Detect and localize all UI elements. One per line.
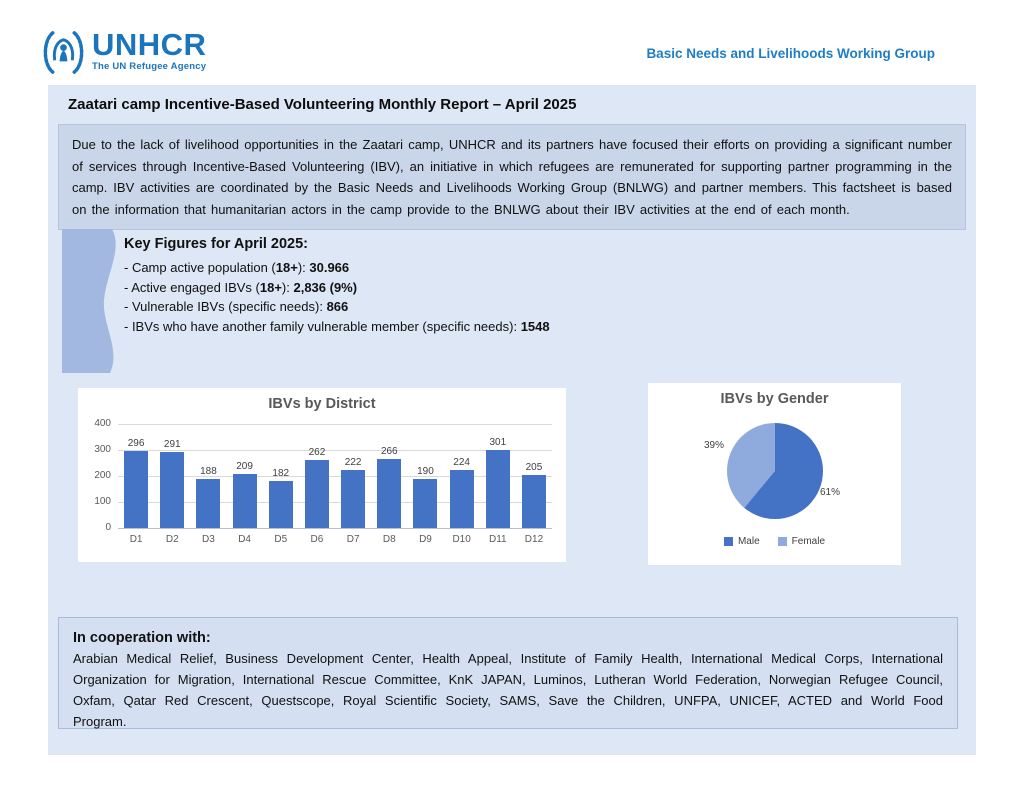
bar-D5 <box>269 481 293 528</box>
x-axis-label: D3 <box>202 534 215 545</box>
bar-value-label: 296 <box>127 438 145 450</box>
gridline <box>118 528 552 529</box>
pie-chart-title: IBVs by Gender <box>720 391 829 407</box>
legend-swatch-female-icon <box>778 537 787 546</box>
x-axis-label: D9 <box>419 534 432 545</box>
bar-value-label: 301 <box>489 436 507 448</box>
x-axis-label: D2 <box>165 534 179 545</box>
cooperation-heading: In cooperation with: <box>73 630 211 646</box>
bar-D4 <box>233 474 257 528</box>
x-axis-label: D1 <box>129 534 143 545</box>
y-axis-tick: 0 <box>105 522 111 533</box>
bar-D2 <box>160 452 184 528</box>
bar-column-D11 <box>480 424 516 528</box>
report-body <box>48 85 976 755</box>
key-figures-heading: Key Figures for April 2025: <box>124 236 308 252</box>
legend-label-male: Male <box>737 536 760 547</box>
bar-D12 <box>522 475 546 528</box>
unhcr-logo <box>40 29 206 76</box>
legend-item-female <box>778 536 825 547</box>
bar-D1 <box>124 451 148 528</box>
x-axis-label: D10 <box>452 534 471 545</box>
bar-value-label: 224 <box>453 456 470 468</box>
legend-swatch-male-icon <box>724 537 733 546</box>
bar-value-label: 205 <box>525 461 543 473</box>
y-axis-tick: 100 <box>94 496 111 507</box>
key-figure-item: - Camp active population (18+): 30.966 <box>124 260 350 275</box>
bar-column-D9 <box>407 424 443 528</box>
page-title: Zaatari camp Incentive-Based Volunteering Monthly Report – April 2025 <box>68 96 577 113</box>
intro-paragraph: Due to the lack of livelihood opportunities in the Zaatari camp, UNHCR and its partners have focused their efforts on providing a significant number of services through Incentive-Based Volunteering (IBV), an initiative in which refugees are remunerated for supporting partner programming in the camp. IBV activities are coordinated by the Basic Needs and Livelihoods Working Group (BNLWG) and partner members. This factsheet is based on the information that humanitarian actors in the camp provide to the BNLWG about their IBV activities at the end of each month. <box>58 124 966 230</box>
key-figure-item: - Vulnerable IBVs (specific needs): 866 <box>124 299 349 314</box>
bar-value-label: 291 <box>163 439 181 451</box>
bar-column-D2 <box>154 424 190 528</box>
unhcr-emblem-icon <box>40 29 87 76</box>
y-axis-tick: 300 <box>94 444 111 455</box>
key-figures-block <box>124 236 684 336</box>
bar-column-D1 <box>118 424 154 528</box>
unhcr-wordmark: UNHCR <box>92 27 207 62</box>
bar-column-D6 <box>299 424 335 528</box>
legend-item-male <box>724 536 760 547</box>
bar-D6 <box>305 460 329 528</box>
bar-value-label: 188 <box>200 466 217 478</box>
x-axis-label: D8 <box>382 534 396 545</box>
pie-label-female: 39% <box>704 440 725 451</box>
x-axis-label: D12 <box>524 534 544 545</box>
bar-value-label: 222 <box>344 457 362 469</box>
bar-column-D12 <box>516 424 552 528</box>
curved-banner-shape-icon <box>62 229 120 373</box>
pie-graphic <box>727 423 823 519</box>
bar-column-D7 <box>335 424 371 528</box>
bar-column-D5 <box>263 424 299 528</box>
key-figures-list <box>124 258 684 336</box>
bar-chart-card <box>78 388 566 562</box>
bar-D8 <box>377 459 401 528</box>
bar-value-label: 209 <box>236 460 253 472</box>
bar-D3 <box>196 479 220 528</box>
cooperation-partners-text: Arabian Medical Relief, Business Development Center, Health Appeal, Institute of Family Health, International Medical Corps, International Organization for Migration, International Rescue Committee, KnK JAPAN, Luminos, Lutheran World Federation, Norwegian Refugee Council, Oxfam, Qatar Red Crescent, Questscope, Royal Scientific Society, SAMS, Save the Children, UNFPA, UNICEF, ACTED and World Food Program. <box>73 651 943 729</box>
bar-column-D4 <box>227 424 263 528</box>
bar-column-D3 <box>190 424 226 528</box>
pie-label-male: 61% <box>820 487 841 498</box>
bar-column-D10 <box>444 424 480 528</box>
cooperation-box <box>58 617 958 729</box>
bar-value-label: 182 <box>272 467 290 479</box>
x-axis-label: D7 <box>346 534 360 545</box>
bar-D11 <box>486 450 510 528</box>
bar-chart-plot-area <box>94 418 552 533</box>
bar-D9 <box>413 479 437 528</box>
working-group-label: Basic Needs and Livelihoods Working Group <box>646 46 935 61</box>
x-axis-label: D6 <box>310 534 324 545</box>
bar-value-label: 266 <box>380 445 398 457</box>
key-figure-item: - IBVs who have another family vulnerable member (specific needs): 1548 <box>124 318 550 334</box>
legend-label-female: Female <box>791 536 826 547</box>
bar-chart-title: IBVs by District <box>268 396 376 412</box>
x-axis-label: D5 <box>274 534 288 545</box>
bar-D10 <box>450 470 474 528</box>
pie-legend <box>648 536 901 547</box>
bar-chart-bars <box>118 424 552 528</box>
x-axis-label: D4 <box>238 534 251 545</box>
bar-chart-x-axis <box>118 534 552 545</box>
bar-value-label: 262 <box>308 446 326 458</box>
bar-column-D8 <box>371 424 407 528</box>
unhcr-tagline: The UN Refugee Agency <box>92 61 207 72</box>
y-axis-tick: 400 <box>94 418 111 429</box>
pie-chart-card <box>648 383 901 565</box>
bar-value-label: 190 <box>417 465 434 477</box>
key-figure-item: - Active engaged IBVs (18+): 2,836 (9%) <box>124 279 358 295</box>
x-axis-label: D11 <box>489 534 507 545</box>
bar-D7 <box>341 470 365 528</box>
y-axis-tick: 200 <box>94 470 111 481</box>
